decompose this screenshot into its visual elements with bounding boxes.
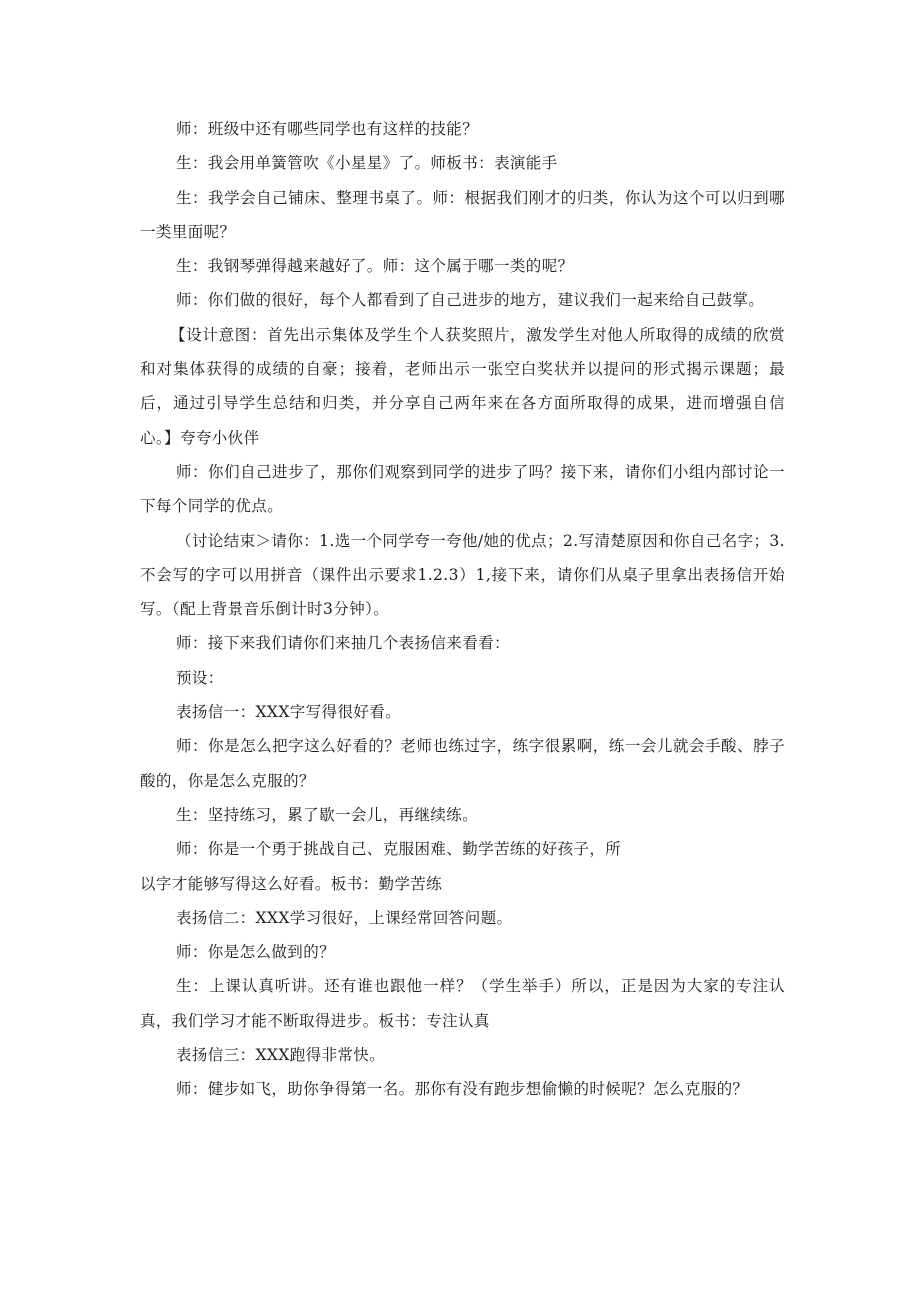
paragraph: 预设： — [176, 668, 224, 687]
document-body — [140, 112, 785, 1107]
paragraph-continuation: 以字才能够写得这么好看。板书：勤学苦练 — [140, 874, 443, 893]
praise-letter-3: 表扬信三：XXX跑得非常快。 — [176, 1046, 386, 1065]
paragraph: 师：你们做的很好，每个人都看到了自己进步的地方，建议我们一起来给自己鼓掌。 — [176, 291, 765, 310]
paragraph: 师：你是一个勇于挑战自己、克服困难、勤学苦练的好孩子，所 — [176, 840, 622, 859]
paragraph: 生：我学会自己铺床、整理书桌了。师：根据我们刚才的归类，你认为这个可以归到哪一类里面呢？ — [140, 188, 785, 241]
paragraph: 生：坚持练习，累了歇一会儿，再继续练。 — [176, 805, 479, 824]
paragraph: 生：我钢琴弹得越来越好了。师：这个属于哪一类的呢？ — [176, 257, 574, 276]
praise-letter-1: 表扬信一：XXX字写得很好看。 — [176, 703, 402, 722]
praise-letter-2: 表扬信二：XXX学习很好，上课经常回答问题。 — [176, 908, 513, 927]
paragraph: 生：上课认真听讲。还有谁也跟他一样？（学生举手）所以，正是因为大家的专注认真，我们学习才能不断取得进步。板书：专注认真 — [140, 977, 785, 1030]
paragraph: 师：你是怎么把字这么好看的？老师也练过字，练字很累啊，练一会儿就会手酸、脖子酸的，你是怎么克服的？ — [140, 737, 785, 790]
paragraph: 师：接下来我们请你们来抽几个表扬信来看看： — [176, 634, 510, 653]
discussion-instructions-paragraph: （讨论结束＞请你：1.选一个同学夸一夸他/她的优点；2.写清楚原因和你自己名字；3.不会写的字可以用拼音（课件出示要求1.2.3）1,接下来，请你们从桌子里拿出表扬信开始写。（配上背景音乐倒计时3分钟）。 — [140, 531, 785, 619]
paragraph: 师：你是怎么做到的？ — [176, 943, 336, 962]
paragraph: 师：你们自己进步了，那你们观察到同学的进步了吗？接下来，请你们小组内部讨论一下每个同学的优点。 — [140, 462, 785, 516]
design-intent-paragraph: 【设计意图：首先出示集体及学生个人获奖照片，激发学生对他人所取得的成绩的欣赏和对集体获得的成绩的自豪；接着，老师出示一张空白奖状并以提问的形式揭示课题；最后，通过引导学生总结和归类，并分享自己两年来在各方面所取得的成果，进而增强自信心。】夸夸小伙伴 — [140, 325, 785, 447]
paragraph: 师：班级中还有哪些同学也有这样的技能？ — [176, 120, 479, 138]
paragraph: 师：健步如飞，助你争得第一名。那你有没有跑步想偷懒的时候呢？怎么克服的？ — [176, 1080, 749, 1099]
paragraph: 生：我会用单簧管吹《小星星》了。师板书：表演能手 — [176, 154, 558, 173]
